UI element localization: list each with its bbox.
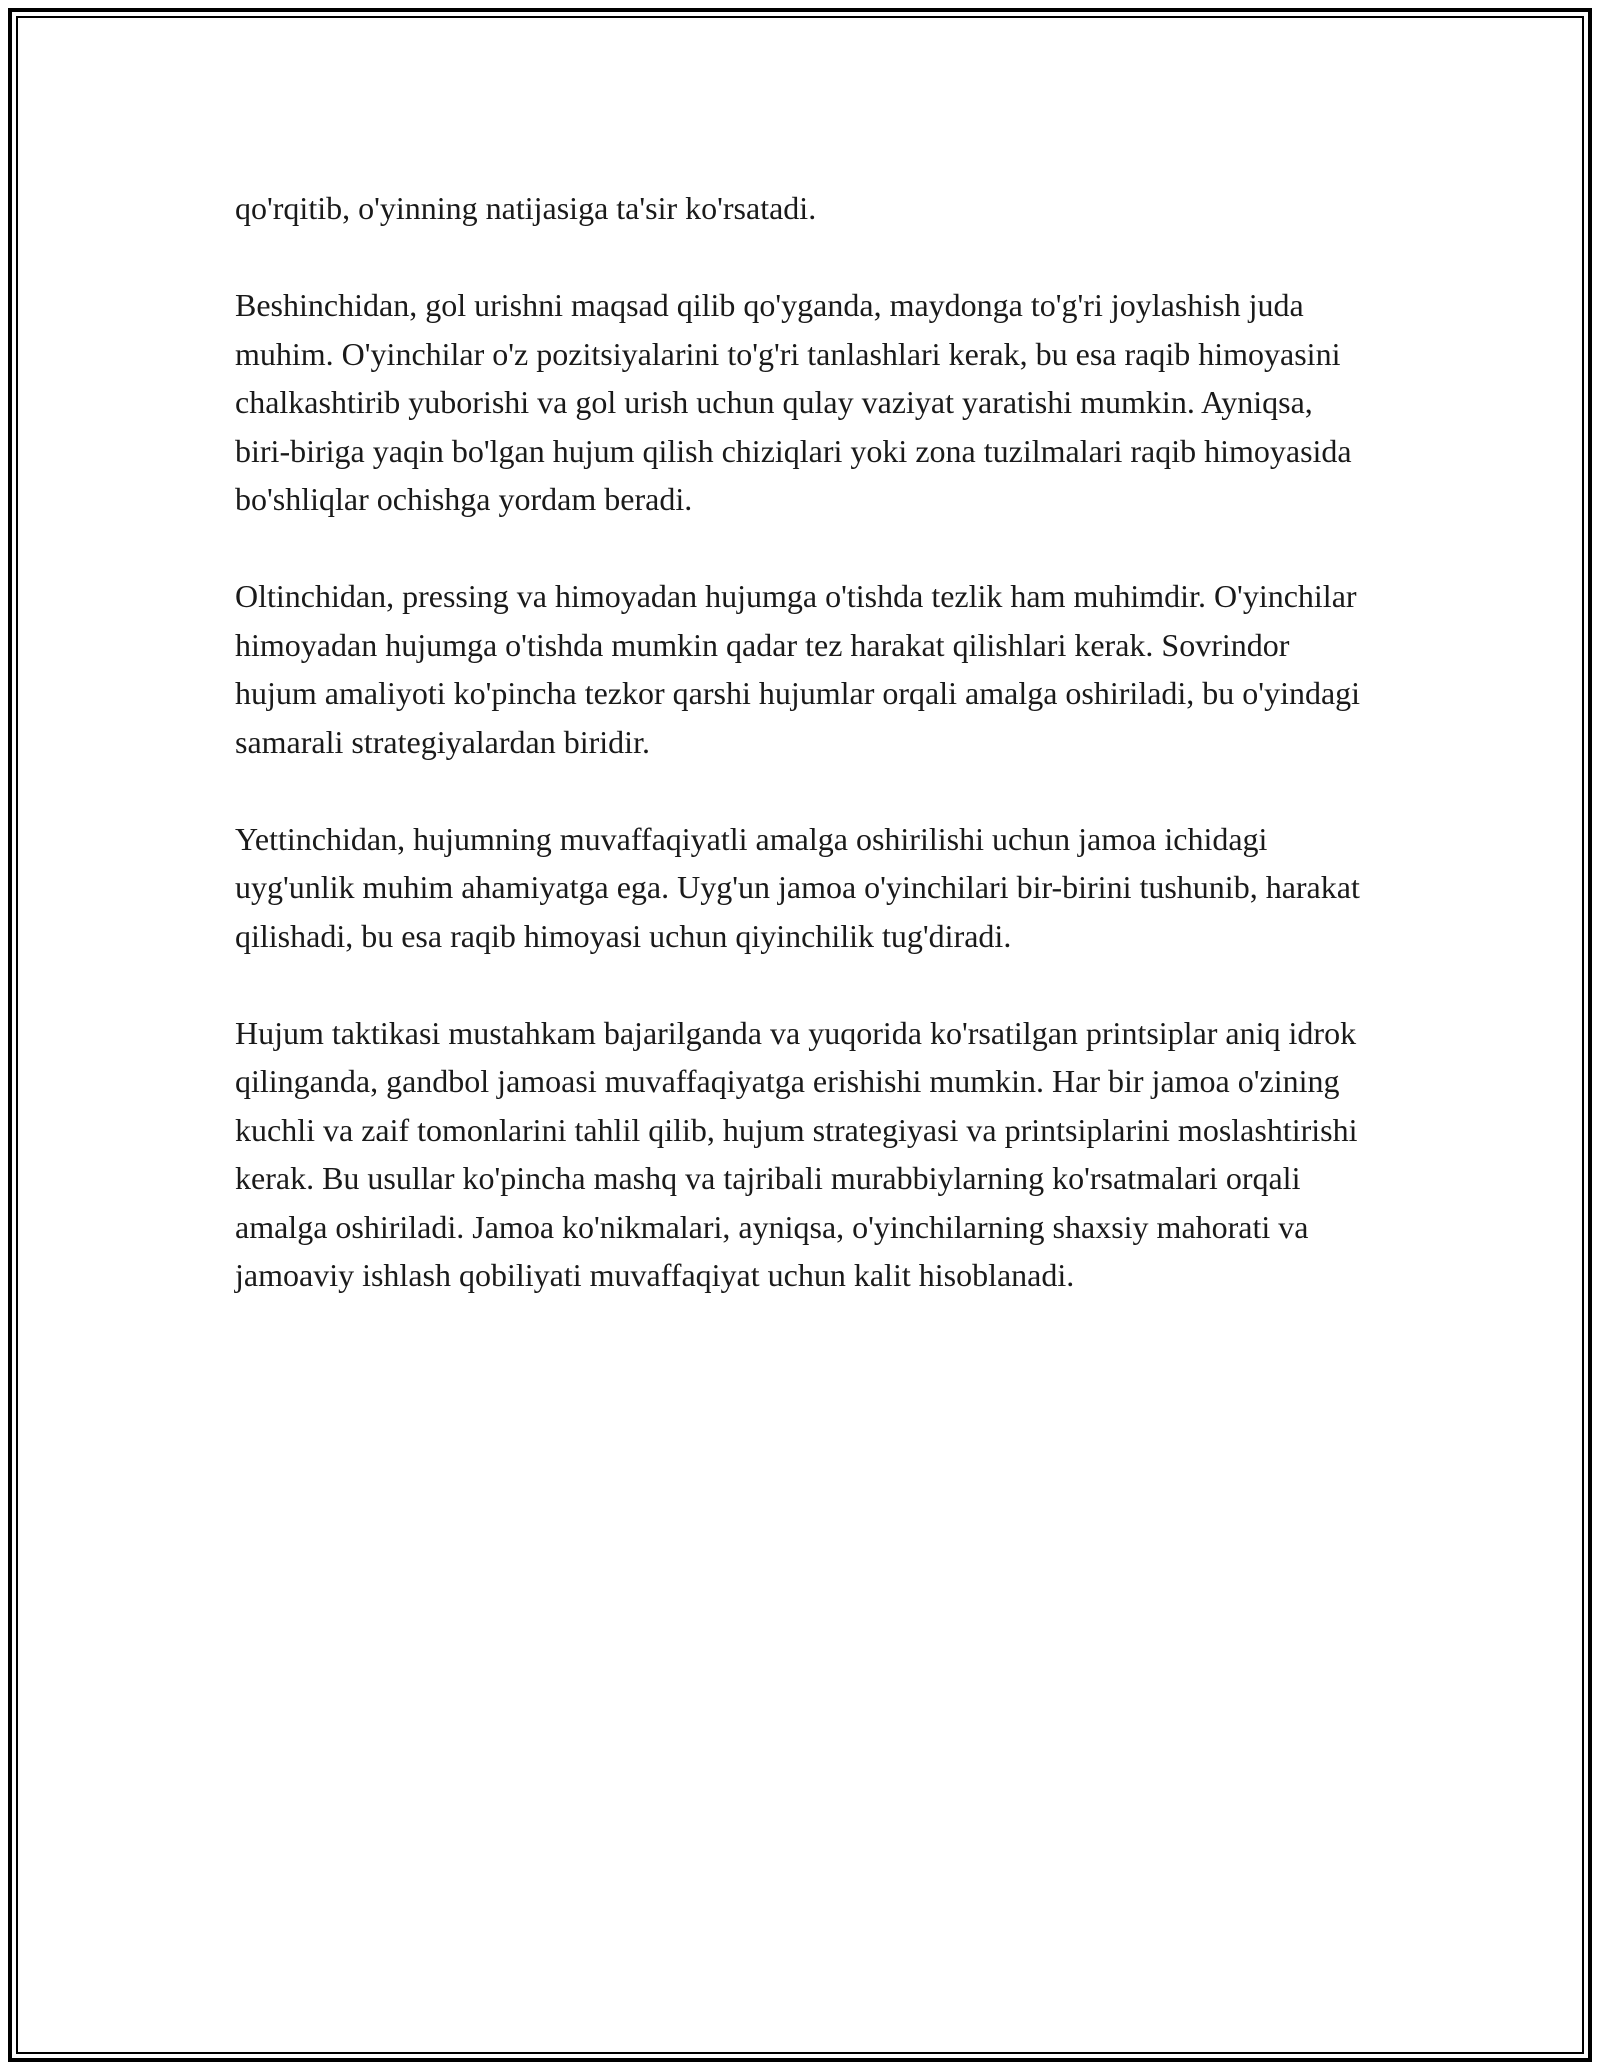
document-body (235, 184, 1365, 1300)
paragraph-continuation: qo'rqitib, o'yinning natijasiga ta'sir ko'rsatadi. (235, 190, 817, 226)
paragraph-seventh-point: Yettinchidan, hujumning muvaffaqiyatli amalga oshirilishi uchun jamoa ichidagi uyg'unlik muhim ahamiyatga ega. Uyg'un jamoa o'yinchilari bir-birini tushunib, harakat qilishadi, bu esa raqib himoyasi uchun qiyinchilik tug'diradi. (235, 820, 1360, 954)
paragraph-fifth-point: Beshinchidan, gol urishni maqsad qilib qo'yganda, maydonga to'g'ri joylashish juda muhim. O'yinchilar o'z pozitsiyalarini to'g'ri tanlashlari kerak, bu esa raqib himoyasini chalkashtirib yuborishi va gol urish uchun qulay vaziyat yaratishi mumkin. Ayniqsa, biri-biriga yaqin bo'lgan hujum qilish chiziqlari yoki zona tuzilmalari raqib himoyasida bo'shliqlar ochishga yordam beradi. (235, 287, 1352, 517)
paragraph-conclusion: Hujum taktikasi mustahkam bajarilganda va yuqorida ko'rsatilgan printsiplar aniq idrok qilinganda, gandbol jamoasi muvaffaqiyatga erishishi mumkin. Har bir jamoa o'zining kuchli va zaif tomonlarini tahlil qilib, hujum strategiyasi va printsiplarini moslashtirishi kerak. Bu usullar ko'pincha mashq va tajribali murabbiylarning ko'rsatmalari orqali amalga oshiriladi. Jamoa ko'nikmalari, ayniqsa, o'yinchilarning shaxsiy mahorati va jamoaviy ishlash qobiliyati muvaffaqiyat uchun kalit hisoblanadi. (235, 1014, 1358, 1293)
paragraph-sixth-point: Oltinchidan, pressing va himoyadan hujumga o'tishda tezlik ham muhimdir. O'yinchilar himoyadan hujumga o'tishda mumkin qadar tez harakat qilishlari kerak. Sovrindor hujum amaliyoti ko'pincha tezkor qarshi hujumlar orqali amalga oshiriladi, bu o'yindagi samarali strategiyalardan biridir. (235, 578, 1361, 760)
